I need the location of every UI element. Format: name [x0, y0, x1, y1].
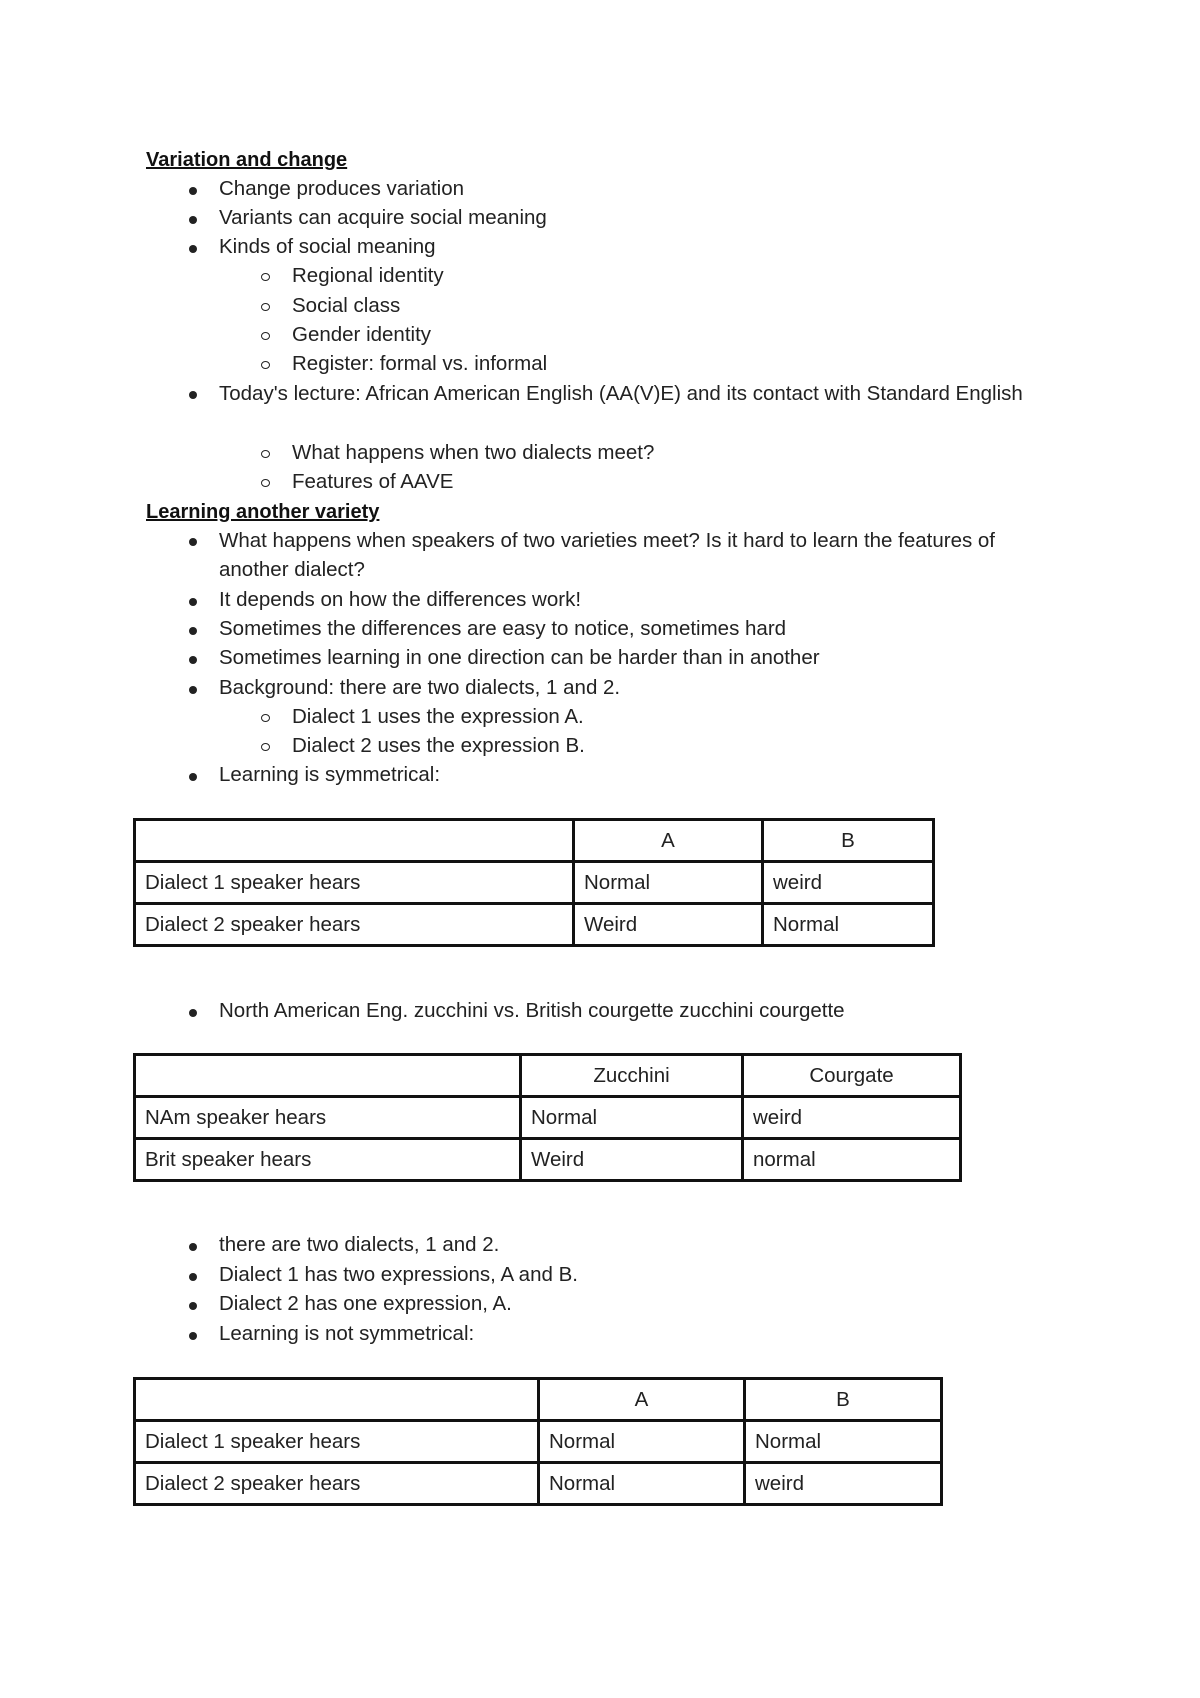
table-row	[135, 1463, 942, 1505]
bullet-item: Background: there are two dialects, 1 and 2.	[219, 676, 621, 699]
table-cell: Normal	[574, 862, 763, 904]
table-cell: B	[763, 820, 934, 862]
asymmetric-table	[133, 1377, 943, 1506]
sub-bullet-item: Dialect 2 uses the expression B.	[292, 734, 585, 757]
table-cell: Courgate	[743, 1055, 961, 1097]
table-header-row	[135, 820, 934, 862]
table-cell: Dialect 1 speaker hears	[135, 862, 574, 904]
table-cell: Normal	[763, 904, 934, 946]
table-cell: weird	[745, 1463, 942, 1505]
table-cell: Zucchini	[521, 1055, 743, 1097]
bullet-item: there are two dialects, 1 and 2.	[219, 1233, 500, 1256]
table-cell: NAm speaker hears	[135, 1097, 521, 1139]
table-cell: Weird	[574, 904, 763, 946]
sub-bullet-item: What happens when two dialects meet?	[292, 441, 655, 464]
table-cell: Normal	[521, 1097, 743, 1139]
bullet-item: Sometimes the differences are easy to notice, sometimes hard	[219, 617, 787, 640]
table-row	[135, 1139, 961, 1181]
bullet-item: It depends on how the differences work!	[219, 588, 582, 611]
table-cell: Normal	[745, 1421, 942, 1463]
sub-bullet-item: Features of AAVE	[292, 470, 454, 493]
table-cell	[135, 1379, 539, 1421]
symmetric-table	[133, 818, 935, 947]
table-cell	[135, 820, 574, 862]
table-cell: weird	[763, 862, 934, 904]
bullet-item-lecture: Today's lecture: African American English (AA(V)E) and its contact with Standard English	[219, 379, 1069, 408]
zucchini-table	[133, 1053, 962, 1182]
table-row	[135, 1421, 942, 1463]
bullet-item: Dialect 1 has two expressions, A and B.	[219, 1263, 578, 1286]
bullet-item: Learning is not symmetrical:	[219, 1322, 475, 1345]
sub-bullet-item: Register: formal vs. informal	[292, 352, 548, 375]
table-row	[135, 1097, 961, 1139]
table-cell: normal	[743, 1139, 961, 1181]
table-cell: Dialect 2 speaker hears	[135, 1463, 539, 1505]
table-cell: B	[745, 1379, 942, 1421]
bullet-item: Sometimes learning in one direction can be harder than in another	[219, 646, 820, 669]
table-cell: A	[539, 1379, 745, 1421]
section-heading-learning: Learning another variety	[146, 501, 380, 523]
bullet-item: Kinds of social meaning	[219, 235, 436, 258]
sub-bullet-item: Regional identity	[292, 264, 444, 287]
bullet-item: Change produces variation	[219, 177, 465, 200]
table-cell: Dialect 2 speaker hears	[135, 904, 574, 946]
bullet-item: Variants can acquire social meaning	[219, 206, 547, 229]
table-row	[135, 862, 934, 904]
section-heading-variation: Variation and change	[146, 149, 348, 171]
bullet-item: Dialect 2 has one expression, A.	[219, 1292, 512, 1315]
table-cell: Normal	[539, 1463, 745, 1505]
bullet-item: Learning is symmetrical:	[219, 763, 441, 786]
table-header-row	[135, 1379, 942, 1421]
table-header-row	[135, 1055, 961, 1097]
bullet-item: What happens when speakers of two varieties meet? Is it hard to learn the features of another dialect?	[219, 526, 1069, 584]
table-cell: Weird	[521, 1139, 743, 1181]
sub-bullet-item: Social class	[292, 294, 401, 317]
table-cell: weird	[743, 1097, 961, 1139]
table-cell: Normal	[539, 1421, 745, 1463]
table-cell: Dialect 1 speaker hears	[135, 1421, 539, 1463]
sub-bullet-item: Gender identity	[292, 323, 432, 346]
table-cell	[135, 1055, 521, 1097]
table-row	[135, 904, 934, 946]
table-cell: A	[574, 820, 763, 862]
table-cell: Brit speaker hears	[135, 1139, 521, 1181]
bullet-item: North American Eng. zucchini vs. British courgette zucchini courgette	[219, 999, 845, 1022]
sub-bullet-item: Dialect 1 uses the expression A.	[292, 705, 584, 728]
